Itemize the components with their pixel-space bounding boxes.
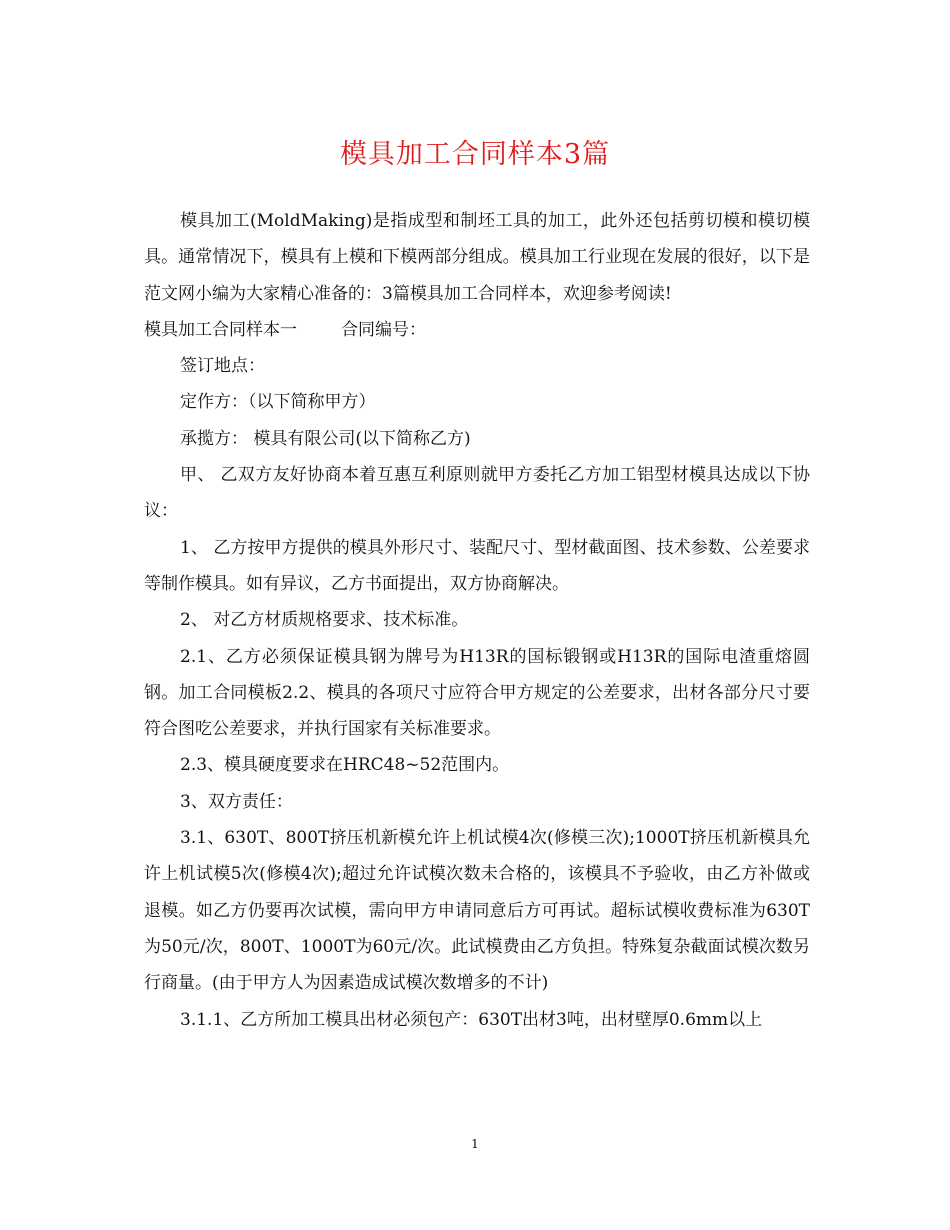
clause-3: 3、双方责任： [180,791,293,812]
sign-place: 签订地点： [180,356,265,377]
agreement-paragraph: 甲、 乙双方友好协商本着互惠互利原则就甲方委托乙方加工铝型材模具达成以下协议： [144,465,810,522]
clause-3-1: 3.1、630T、800T挤压机新模允许上机试模4次(修模三次);1000T挤压机新模具允许上机试模5次(修模4次);超过允许试模次数未合格的，该模具不予验收，由乙方补做或退模。如乙方仍要再次试模，需向甲方申请同意后方可再试。超标试模收费标准为630T为50元/次，800T、1000T为60元/次。此试模费由乙方负担。特殊复杂截面试模次数另行商量。(由于甲方人为因素造成试模次数增多的不计) [144,828,810,994]
intro-paragraph: 模具加工(MoldMaking)是指成型和制坯工具的加工，此外还包括剪切模和模切模具。通常情况下，模具有上模和下模两部分组成。模具加工行业现在发展的很好，以下是范文网小编为大家精心准备的：3篇模具加工合同样本，欢迎参考阅读! [144,211,810,304]
sample-heading: 模具加工合同样本一 [144,319,297,340]
clause-3-1-1: 3.1.1、乙方所加工模具出材必须包产：630T出材3吨，出材壁厚0.6mm以上 [180,1009,763,1030]
clause-1: 1、 乙方按甲方提供的模具外形尺寸、装配尺寸、型材截面图、技术参数、公差要求等制作模具。如有异议，乙方书面提出，双方协商解决。 [144,537,810,594]
clause-2: 2、 对乙方材质规格要求、技术标准。 [180,610,469,631]
clause-2-1: 2.1、乙方必须保证模具钢为牌号为H13R的国标锻钢或H13R的国际电渣重熔圆钢。加工合同模板2.2、模具的各项尺寸应符合甲方规定的公差要求，出材各部分尺寸要符合图吃公差要求，并执行国家有关标准要求。 [144,646,810,740]
clause-2-3: 2.3、模具硬度要求在HRC48~52范围内。 [180,755,510,776]
sample-heading-line [144,312,810,348]
document-body [144,203,810,1038]
document-title: 模具加工合同样本3篇 [339,139,611,170]
party-b: 承揽方： 模具有限公司(以下简称乙方) [180,428,471,449]
party-a: 定作方：（以下简称甲方） [180,392,376,413]
contract-number-label: 合同编号： [341,319,426,340]
page-number: 1 [471,1137,479,1151]
